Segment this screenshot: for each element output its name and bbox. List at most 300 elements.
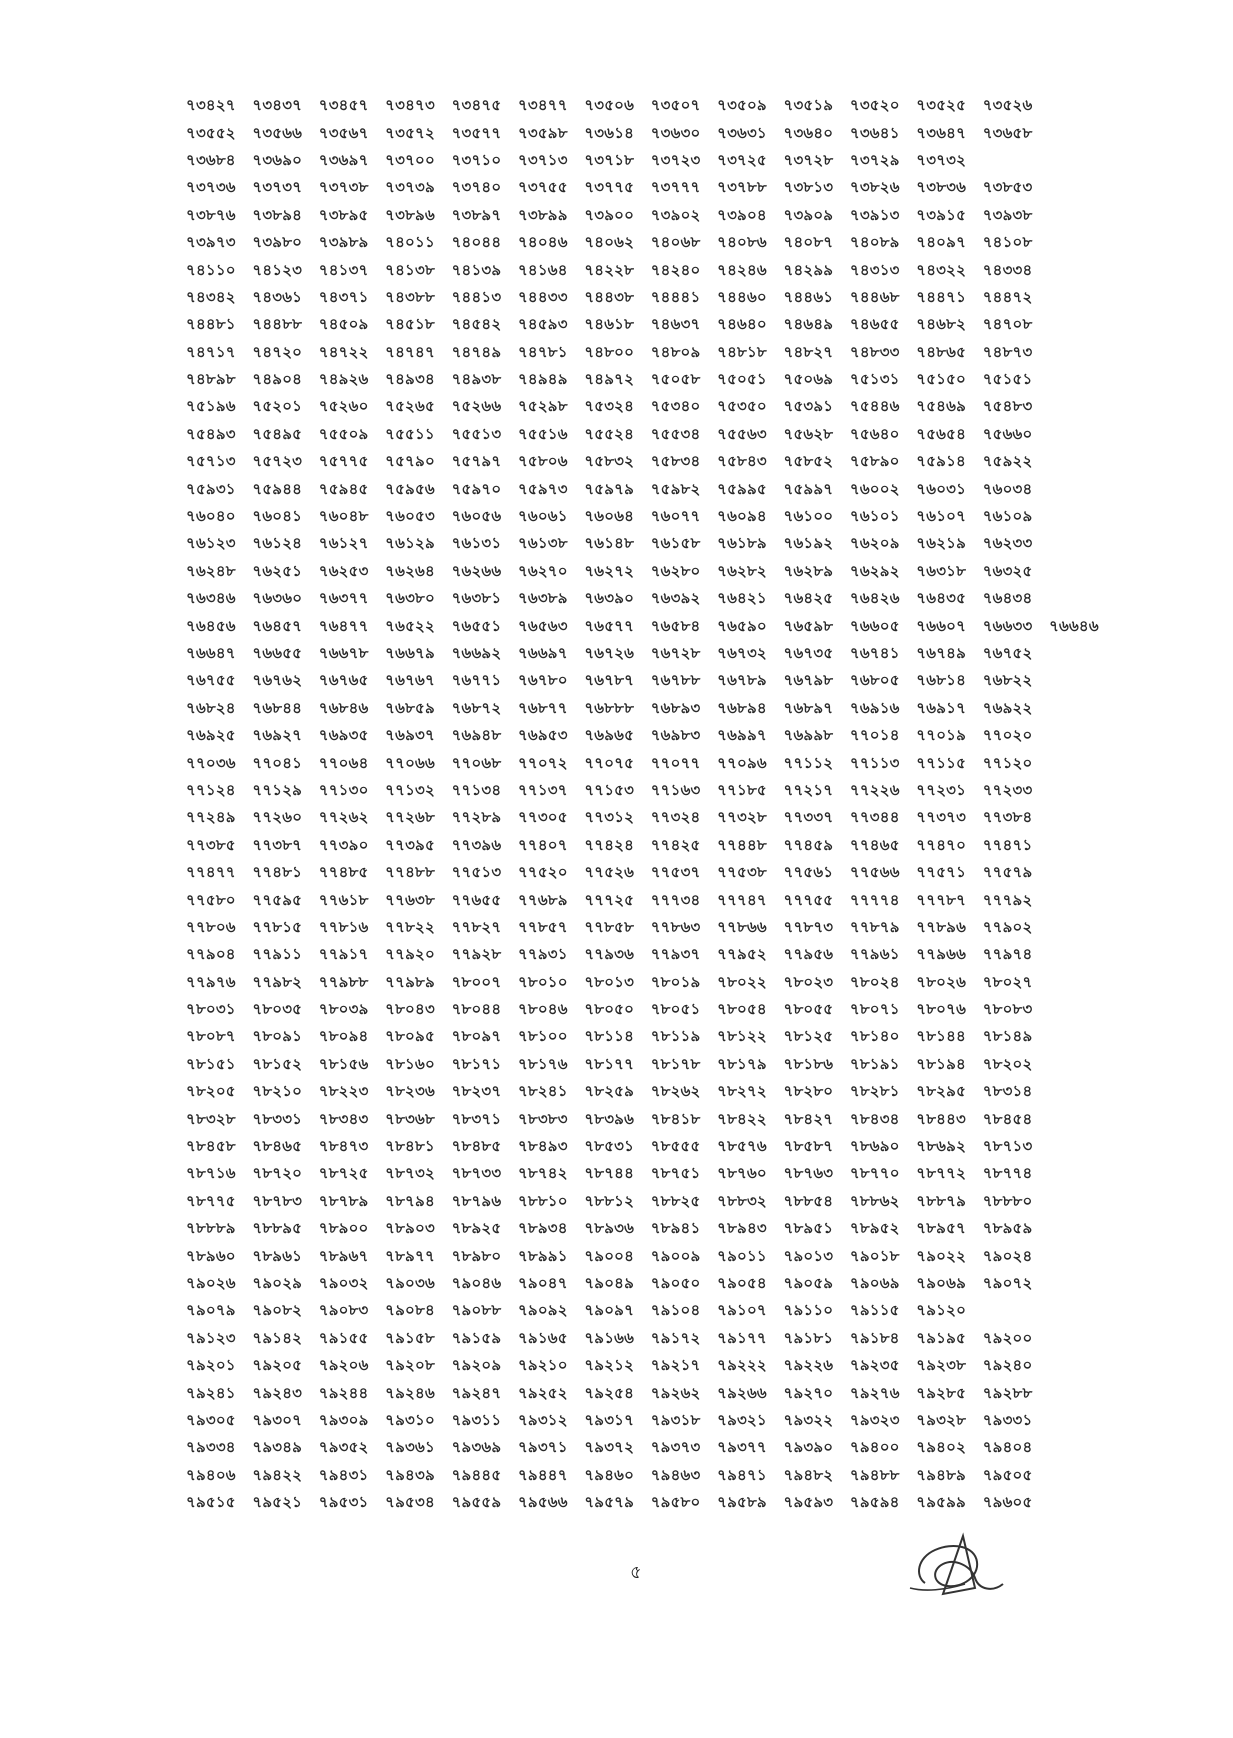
roll-number-cell: ৭৮০৮৩	[982, 1000, 1033, 1019]
roll-number-cell: ৭৮৩৯৬	[584, 1109, 635, 1128]
roll-number-cell: ৭৭৪৭১	[982, 835, 1033, 854]
roll-number-cell: ৭৯৩০৯	[318, 1410, 369, 1429]
roll-number-cell: ৭৬৫৫১	[451, 616, 502, 635]
roll-number-cell: ৭৭১১৩	[849, 753, 900, 772]
roll-number-cell: ৭৪৯০৪	[252, 370, 303, 389]
roll-number-cell: ৭৩৬৪৭	[916, 123, 967, 142]
roll-number-cell: ৭৬০৩৪	[982, 479, 1033, 498]
roll-number-cell: ৭৮১১৯	[650, 1027, 701, 1046]
roll-number-cell: ৭৭৯৩৭	[650, 945, 701, 964]
roll-number-cell: ৭৭৩১২	[584, 808, 635, 827]
roll-number-cell: ৭৭৭৩৪	[650, 890, 701, 909]
roll-number-cell: ৭৯৩৫২	[318, 1438, 369, 1457]
roll-number-cell: ৭৪৪১৩	[451, 287, 502, 306]
roll-number-cell: ৭৭৯০২	[982, 917, 1033, 936]
roll-number-cell: ৭৯০৮৪	[385, 1301, 435, 1320]
roll-number-cell: ৭৫১৯৬	[186, 397, 236, 416]
roll-number-cell: ৭৬৮৯৭	[783, 698, 834, 717]
roll-number-cell: ৭৪৭২২	[318, 342, 369, 361]
roll-number-cell: ৭৮৯৮০	[451, 1246, 502, 1265]
roll-number-cell: ৭৮৭৪৪	[584, 1164, 635, 1183]
roll-number-cell: ৭৯৫৭৯	[584, 1493, 635, 1512]
roll-number-cell: ৭৪১৩৭	[318, 260, 369, 279]
roll-number-cell: ৭৯৩৭৭	[717, 1438, 767, 1457]
roll-number-cell: ৭৪২২৮	[584, 260, 635, 279]
roll-number-cell: ৭৩৫২০	[849, 96, 900, 115]
roll-number-cell: ৭৭৫১৩	[451, 863, 502, 882]
roll-number-cell: ৭৩৫৬৭	[318, 123, 369, 142]
roll-number-cell: ৭৩৭০০	[385, 150, 435, 169]
roll-number-cell: ৭৮৯৫৭	[916, 1219, 967, 1238]
table-row	[186, 641, 1116, 668]
roll-number-cell: ৭৯২৫৪	[584, 1383, 635, 1402]
roll-number-cell: ৭৬১৩১	[451, 534, 502, 553]
roll-number-cell: ৭৪৫৪২	[451, 315, 502, 334]
roll-number-cell: ৭৯৪৭১	[717, 1465, 767, 1484]
roll-number-cell: ৭৬৮৭৭	[517, 698, 568, 717]
roll-number-cell: ৭৪৮৭৩	[982, 342, 1033, 361]
roll-number-cell: ৭৬৭৭১	[451, 671, 502, 690]
roll-number-cell: ৭৭১৬৩	[650, 780, 701, 799]
roll-number-cell: ৭৬৯৪৮	[451, 726, 502, 745]
roll-number-cell: ৭৮৯৩৬	[584, 1219, 635, 1238]
roll-number-cell: ৭৫১৩১	[849, 370, 900, 389]
roll-number-cell: ৭৯৩১১	[451, 1410, 502, 1429]
roll-number-cell: ৭৭৭৭৪	[849, 890, 900, 909]
table-row	[186, 203, 1116, 230]
roll-number-cell: ৭৩৪৭৫	[451, 96, 502, 115]
roll-number-cell: ৭৭৯৭৪	[982, 945, 1033, 964]
roll-number-cell: ৭৮৯২৫	[451, 1219, 502, 1238]
roll-number-cell: ৭৫৬৫৪	[916, 424, 967, 443]
roll-number-cell: ৭৯০৬৯	[916, 1273, 967, 1292]
roll-number-cell: ৭৭৮১৬	[318, 917, 369, 936]
roll-number-cell: ৭৩৭৩৭	[252, 178, 303, 197]
roll-number-cell: ৭৮২৯৫	[916, 1082, 967, 1101]
roll-number-cell: ৭৭৬৩৮	[385, 890, 435, 909]
roll-number-cell: ৭৩৭২৮	[783, 150, 834, 169]
roll-number-cell: ৭৮৯৫২	[849, 1219, 900, 1238]
roll-number-cell: ৭৬২৮৯	[783, 561, 834, 580]
roll-number-cell: ৭৭৯০৪	[186, 945, 236, 964]
table-row	[186, 367, 1116, 394]
roll-number-cell: ৭৮৯৪৩	[717, 1219, 767, 1238]
roll-number-cell: ৭৩৪৭৭	[517, 96, 568, 115]
roll-number-cell: ৭৬৩৬০	[252, 589, 303, 608]
roll-number-cell: ৭৭৯২০	[385, 945, 435, 964]
roll-number-cell: ৭৫৬২৮	[783, 424, 834, 443]
roll-number-cell: ৭৫৪৯৫	[252, 424, 303, 443]
roll-number-cell: ৭৪৭২০	[252, 342, 303, 361]
roll-number-cell: ৭৯৩১০	[385, 1410, 435, 1429]
roll-number-cell: ৭৫৯৩১	[186, 479, 236, 498]
roll-number-cell: ৭৬৩১৮	[916, 561, 967, 580]
roll-number-cell: ৭৫৩২৪	[584, 397, 635, 416]
roll-number-cell: ৭৬০৪১	[252, 507, 303, 526]
roll-number-cell: ৭৮০০৭	[451, 972, 502, 991]
roll-number-cell: ৭৫৯৭০	[451, 479, 502, 498]
roll-number-cell: ৭৯৪৩৯	[385, 1465, 435, 1484]
roll-number-cell: ৭৮৩২৮	[186, 1109, 236, 1128]
roll-number-cell: ৭৭১১২	[783, 753, 834, 772]
table-row	[186, 1435, 1116, 1462]
roll-number-cell: ৭৪০৬৮	[650, 233, 701, 252]
roll-number-cell: ৭৭৮৭৩	[783, 917, 834, 936]
roll-number-cell: ৭৯০৫৯	[783, 1273, 834, 1292]
roll-number-cell: ৭৮০৯৫	[385, 1027, 435, 1046]
roll-number-cell: ৭৯৬০৫	[982, 1493, 1033, 1512]
roll-number-cell: ৭৭১২০	[982, 753, 1033, 772]
roll-number-cell: ৭৮০৯১	[252, 1027, 303, 1046]
roll-number-cell: ৭৮৪৮১	[385, 1137, 435, 1156]
roll-number-cell: ৭৪৬১৮	[584, 315, 635, 334]
roll-number-cell: ৭৯৪০০	[849, 1438, 900, 1457]
roll-number-cell: ৭৮৮৬২	[849, 1191, 900, 1210]
roll-number-cell: ৭৫৯৭৯	[584, 479, 635, 498]
roll-number-cell: ৭৬০৪০	[186, 507, 236, 526]
roll-number-cell: ৭৪৬৪০	[717, 315, 767, 334]
roll-number-cell: ৭৯০৬৯	[849, 1273, 900, 1292]
roll-number-cell: ৭৯২২২	[717, 1356, 767, 1375]
roll-number-cell: ৭৩৭৩২	[916, 150, 967, 169]
roll-number-cell: ৭৬৭৯৮	[783, 671, 834, 690]
table-row	[186, 1079, 1116, 1106]
roll-number-cell: ৭৭৩৩৭	[783, 808, 834, 827]
roll-number-cell: ৭৩৭৭৫	[584, 178, 635, 197]
roll-number-cell: ৭৬৩৭৭	[318, 589, 369, 608]
roll-number-cell: ৭৮৫৫৫	[650, 1137, 701, 1156]
roll-number-cell: ৭৮৪২৭	[783, 1109, 834, 1128]
roll-number-cell: ৭৭৯৭৬	[186, 972, 236, 991]
roll-number-cell: ৭৭৫৩৭	[650, 863, 701, 882]
roll-number-cell: ৭৯০২৬	[186, 1273, 236, 1292]
roll-number-cell: ৭৬৩৮৯	[517, 589, 568, 608]
roll-number-cell: ৭৭৮২২	[385, 917, 435, 936]
roll-number-cell: ৭৩৬১৪	[584, 123, 635, 142]
roll-number-cell: ৭৮৮৭৯	[916, 1191, 967, 1210]
roll-number-cell: ৭৫৪৪৬	[849, 397, 900, 416]
roll-number-cell: ৭৩৭১০	[451, 150, 502, 169]
roll-number-cell: ৭৩৯৭৩	[186, 233, 236, 252]
roll-number-cell: ৭৪১১০	[186, 260, 236, 279]
roll-number-cell: ৭৭৪৪৮	[717, 835, 767, 854]
roll-number-cell: ৭৮৮২৫	[650, 1191, 701, 1210]
roll-number-cell: ৭৩৮৯৬	[385, 205, 435, 224]
roll-number-cell: ৭৩৫১৯	[783, 96, 834, 115]
roll-number-cell: ৭৫৬৪০	[849, 424, 900, 443]
roll-number-cell: ৭৮২৮০	[783, 1082, 834, 1101]
roll-number-cell: ৭৩৫০৯	[717, 96, 767, 115]
roll-number-cell: ৭৫৫০৯	[318, 424, 369, 443]
roll-number-cell: ৭৮৬৯০	[849, 1137, 900, 1156]
roll-number-cell: ৭৮৭৯৬	[451, 1191, 502, 1210]
roll-number-cell: ৭৮১৭৭	[584, 1054, 635, 1073]
roll-number-cell: ৭৯৪০৬	[186, 1465, 236, 1484]
roll-number-cell: ৭৪৩৩৪	[982, 260, 1033, 279]
roll-number-cell: ৭৯২৪০	[982, 1356, 1033, 1375]
roll-number-cell: ৭৯১৪২	[252, 1328, 303, 1347]
roll-number-cell: ৭৬৯৯৮	[783, 726, 834, 745]
roll-number-cell: ৭৮২৭২	[717, 1082, 767, 1101]
roll-number-cell: ৭৭৪০৭	[517, 835, 568, 854]
roll-number-cell: ৭৮০৯৪	[318, 1027, 369, 1046]
roll-number-cell: ৭৫৬৬০	[982, 424, 1033, 443]
roll-number-cell: ৭৩৯০৯	[783, 205, 834, 224]
roll-number-cell: ৭৪০৮৯	[849, 233, 900, 252]
roll-number-cell: ৭৭২৮৯	[451, 808, 502, 827]
roll-number-cell: ৭৩৬৪০	[783, 123, 834, 142]
roll-number-cell: ৭৬৮৯৪	[717, 698, 767, 717]
roll-number-cell: ৭৯২৫২	[517, 1383, 568, 1402]
roll-number-cell: ৭৫২৬০	[318, 397, 369, 416]
roll-number-cell: ৭৬৬৭৮	[318, 644, 369, 662]
roll-number-cell: ৭৮৪৩৪	[849, 1109, 900, 1128]
roll-number-cell: ৭৭৫৬৬	[849, 863, 900, 882]
roll-number-cell: ৭৪৭১৭	[186, 342, 236, 361]
table-row	[186, 723, 1116, 750]
roll-number-cell: ৭৮৪৫৪	[982, 1109, 1033, 1128]
roll-number-cell: ৭৮০১০	[517, 972, 568, 991]
roll-number-cell: ৭৪৬৫৫	[849, 315, 900, 334]
roll-number-cell: ৭৮১৭৯	[717, 1054, 767, 1073]
roll-number-cell: ৭৬৯১৭	[916, 698, 967, 717]
roll-number-cell: ৭৮০১৩	[584, 972, 635, 991]
roll-number-cell: ৭৯২৪৬	[385, 1383, 435, 1402]
roll-number-cell: ৭৯১০৭	[717, 1301, 767, 1320]
roll-number-cell: ৭৯২৩৫	[849, 1356, 900, 1375]
roll-number-cell: ৭৯২০৯	[451, 1356, 502, 1375]
roll-number-cell: ৭৯১৫৯	[451, 1328, 502, 1347]
roll-number-cell: ৭৬৫৯৮	[783, 616, 834, 635]
roll-number-cell: ৭৪০৬২	[584, 233, 635, 252]
roll-number-cell: ৭৬১৮৯	[717, 534, 767, 553]
roll-number-cell: ৭৮২১০	[252, 1082, 303, 1101]
roll-number-cell: ৭৬৬৯৭	[517, 644, 568, 662]
roll-number-cell: ৭৭০১৪	[849, 726, 900, 745]
roll-number-cell: ৭৩৫৭৭	[451, 123, 502, 142]
roll-number-cell: ৭৮০৭৬	[916, 1000, 967, 1019]
roll-number-cell: ৭৯৩৬৯	[451, 1438, 502, 1457]
roll-number-cell: ৭৬৭৫৫	[186, 671, 236, 690]
roll-number-cell: ৭৯১২০	[916, 1301, 967, 1320]
roll-number-cell: ৭৪১০৮	[982, 233, 1033, 252]
roll-number-cell: ৭৬৫২২	[385, 616, 435, 635]
roll-number-cell: ৭৮৬৯২	[916, 1137, 967, 1156]
roll-number-cell: ৭৮৮৯৫	[252, 1219, 303, 1238]
roll-number-cell: ৭৬৭৪৯	[916, 644, 967, 662]
roll-number-cell: ৭৭৯১৭	[318, 945, 369, 964]
roll-number-cell: ৭৭৯৩১	[517, 945, 568, 964]
roll-number-cell: ৭৬৯২৫	[186, 726, 236, 745]
roll-number-cell: ৭৬৯২২	[982, 698, 1033, 717]
roll-number-cell: ৭৫৭১৩	[186, 452, 236, 471]
roll-number-cell: ৭৩৬৪১	[849, 123, 900, 142]
roll-number-cell: ৭৩৯১৫	[916, 205, 967, 224]
roll-number-cell: ৭৮১৫৬	[318, 1054, 369, 1073]
roll-number-cell: ৭৮৩৮৩	[517, 1109, 568, 1128]
roll-number-cell: ৭৬৯৩৭	[385, 726, 435, 745]
roll-number-cell: ৭৮১২২	[717, 1027, 767, 1046]
roll-number-cell: ৭৮০২৪	[849, 972, 900, 991]
table-row	[186, 805, 1116, 832]
roll-number-cell: ৭৬৩৪৬	[186, 589, 236, 608]
roll-number-cell: ৭৮৯৫১	[783, 1219, 834, 1238]
roll-number-cell: ৭৬১২৪	[252, 534, 303, 553]
roll-number-cell: ৭৪৮২৭	[783, 342, 834, 361]
roll-number-cell: ৭৯১৮৪	[849, 1328, 900, 1347]
roll-number-cell: ৭৩৮৭৬	[186, 205, 236, 224]
roll-number-cell: ৭৬০৫৬	[451, 507, 502, 526]
roll-number-cell: ৭৮৩৬৮	[385, 1109, 435, 1128]
roll-number-cell: ৭৯৫৩৪	[385, 1493, 435, 1512]
table-row	[186, 504, 1116, 531]
roll-number-cell: ৭৭৮৬৩	[650, 917, 701, 936]
roll-number-cell: ৭৮২৪১	[517, 1082, 568, 1101]
roll-number-cell: ৭৬৮৮৮	[584, 698, 635, 717]
roll-number-cell: ৭৬০৬৪	[584, 507, 635, 526]
roll-number-cell: ৭৬৬৪৭	[186, 644, 236, 662]
roll-number-cell: ৭৭০১৯	[916, 726, 967, 745]
roll-number-cell: ৭৭৩৪৪	[849, 808, 900, 827]
roll-number-cell: ৭৯৫৯৪	[849, 1493, 900, 1512]
roll-number-cell: ৭৮৭১৬	[186, 1164, 236, 1183]
table-row	[186, 1353, 1116, 1380]
roll-number-cell: ৭৯০৩২	[318, 1273, 369, 1292]
roll-number-cell: ৭৯৪৬৩	[650, 1465, 701, 1484]
roll-number-cell: ৭৫৯২২	[982, 452, 1033, 471]
roll-number-cell: ৭৫৯৫৬	[385, 479, 435, 498]
roll-number-cell: ৭৬১২৩	[186, 534, 236, 553]
roll-number-cell: ৭৬১২৯	[385, 534, 435, 553]
table-row	[186, 778, 1116, 805]
roll-number-cell: ৭৪৭৪৯	[451, 342, 502, 361]
roll-number-cell: ৭৭১২৪	[186, 780, 236, 799]
roll-number-cell: ৭৬১৩৮	[517, 534, 568, 553]
roll-number-cell: ৭৯২৮৫	[916, 1383, 967, 1402]
roll-number-cell: ৭৮৯৪১	[650, 1219, 701, 1238]
table-row	[186, 230, 1116, 257]
table-row	[186, 257, 1116, 284]
roll-number-cell: ৭৩৫৫২	[186, 123, 236, 142]
roll-number-cell: ৭৬৯৬৫	[584, 726, 635, 745]
roll-number-cell: ৭৯০৩৬	[385, 1273, 435, 1292]
roll-number-cell: ৭৩৫২৫	[916, 96, 967, 115]
roll-number-cell: ৭৭৩২৮	[717, 808, 767, 827]
roll-number-cell: ৭৮৭১৩	[982, 1137, 1033, 1156]
roll-number-cell: ৭৬৭৮৮	[650, 671, 701, 690]
roll-number-cell: ৭৯০২৪	[982, 1246, 1033, 1265]
roll-number-cell: ৭৪৮১৮	[717, 342, 767, 361]
roll-number-cell: ৭৯১৫৮	[385, 1328, 435, 1347]
roll-number-cell: ৭৩৭৫৫	[517, 178, 568, 197]
roll-number-cell: ৭৮৮৫৪	[783, 1191, 834, 1210]
roll-number-cell: ৭৮১৫১	[186, 1054, 236, 1073]
table-row	[186, 586, 1116, 613]
roll-number-cell: ৭৯৪৪৭	[517, 1465, 568, 1484]
roll-number-cell: ৭৪৯৭২	[584, 370, 635, 389]
roll-number-cell: ৭৭০৬৬	[385, 753, 435, 772]
roll-number-cell: ৭৬৭২৮	[650, 644, 701, 662]
roll-number-cell: ৭৬১০০	[783, 507, 834, 526]
roll-number-cell: ৭৭৫৯৫	[252, 890, 303, 909]
roll-number-cell: ৭৬৯২৭	[252, 726, 303, 745]
table-row	[186, 1024, 1116, 1051]
roll-number-cell: ৭৬৯৩৫	[318, 726, 369, 745]
roll-number-cell: ৭৯১৮১	[783, 1328, 834, 1347]
roll-number-cell: ৭৮৭৮৯	[318, 1191, 369, 1210]
signature-icon	[905, 1528, 1010, 1608]
roll-number-cell: ৭৫৯৪৪	[252, 479, 303, 498]
roll-number-cell: ৭৭৭৯২	[982, 890, 1033, 909]
roll-number-cell: ৭৯৫৬৬	[517, 1493, 568, 1512]
roll-number-cell: ৭৯২০০	[982, 1328, 1033, 1347]
roll-number-cell: ৭৩৪৭৩	[385, 96, 435, 115]
roll-number-cell: ৭৮০৭১	[849, 1000, 900, 1019]
roll-number-cell: ৭৭১৫৩	[584, 780, 635, 799]
roll-number-cell: ৭৪৪৮১	[186, 315, 236, 334]
roll-number-cell: ৭৩৬৫৮	[982, 123, 1033, 142]
roll-number-cell: ৭৩৯০০	[584, 205, 635, 224]
roll-number-cell: ৭৪১৩৯	[451, 260, 502, 279]
roll-number-cell: ৭৪৩৮৮	[385, 287, 435, 306]
roll-number-cell: ৭৮৩৭১	[451, 1109, 502, 1128]
roll-number-cell: ৭৭২৩৩	[982, 780, 1033, 799]
roll-number-cell: ৭৮০৫১	[650, 1000, 701, 1019]
roll-number-cell: ৭৫৩৫০	[717, 397, 767, 416]
roll-number-cell: ৭৮১৭৬	[517, 1054, 568, 1073]
roll-number-cell: ৭৮৪৮৫	[451, 1137, 502, 1156]
roll-number-cell: ৭৮৭৩৩	[451, 1164, 502, 1183]
roll-number-cell: ৭৭৮৫৭	[517, 917, 568, 936]
roll-number-cell: ৭৩৮২৬	[849, 178, 900, 197]
roll-number-cell: ৭৬৯৯৭	[717, 726, 767, 745]
roll-number-cell: ৭৯৩০৫	[186, 1410, 236, 1429]
roll-number-cell: ৭৩৯১৩	[849, 205, 900, 224]
roll-number-cell: ৭৭৪৭৭	[186, 863, 236, 882]
roll-number-cell: ৭৮০২৬	[916, 972, 967, 991]
roll-number-cell: ৭৭৫২৬	[584, 863, 635, 882]
roll-number-cell: ৭৬৭৩২	[717, 644, 767, 662]
table-row	[186, 860, 1116, 887]
table-row	[186, 422, 1116, 449]
roll-number-cell: ৭৯৫১৫	[186, 1493, 236, 1512]
roll-number-cell: ৭৪৭৪৭	[385, 342, 435, 361]
roll-number-cell: ৭৪৭০৮	[982, 315, 1033, 334]
roll-number-cell: ৭৯০৮৮	[451, 1301, 502, 1320]
roll-number-cell: ৭৭২৬৮	[385, 808, 435, 827]
roll-number-cell: ৭৭০৬৪	[318, 753, 369, 772]
table-row	[186, 120, 1116, 147]
roll-number-cell: ৭৬৪৩৪	[982, 589, 1033, 608]
roll-number-cell: ৭৯৩১৭	[584, 1410, 635, 1429]
roll-number-cell: ৭৬৩৮১	[451, 589, 502, 608]
table-row	[186, 750, 1116, 777]
roll-number-cell: ৭৩৭১৮	[584, 150, 635, 169]
roll-number-cell: ৭৪৪৩৮	[584, 287, 635, 306]
roll-number-cell: ৭৬২৫৩	[318, 561, 369, 580]
roll-number-cell: ৭৪৮৩৩	[849, 342, 900, 361]
roll-number-table	[186, 93, 1116, 1517]
roll-number-cell: ৭৪৬৪৯	[783, 315, 834, 334]
roll-number-cell: ৭৭৭২৫	[584, 890, 635, 909]
roll-number-cell: ৭৬২৪৮	[186, 561, 236, 580]
roll-number-cell: ৭৮১১৪	[584, 1027, 635, 1046]
roll-number-cell: ৭৭৯২৮	[451, 945, 502, 964]
roll-number-cell: ৭৪৯৩৮	[451, 370, 502, 389]
roll-number-cell: ৭৭৫৭১	[916, 863, 967, 882]
roll-number-cell: ৭৮৯৩৪	[517, 1219, 568, 1238]
roll-number-cell: ৭৬৬৯২	[451, 644, 502, 662]
